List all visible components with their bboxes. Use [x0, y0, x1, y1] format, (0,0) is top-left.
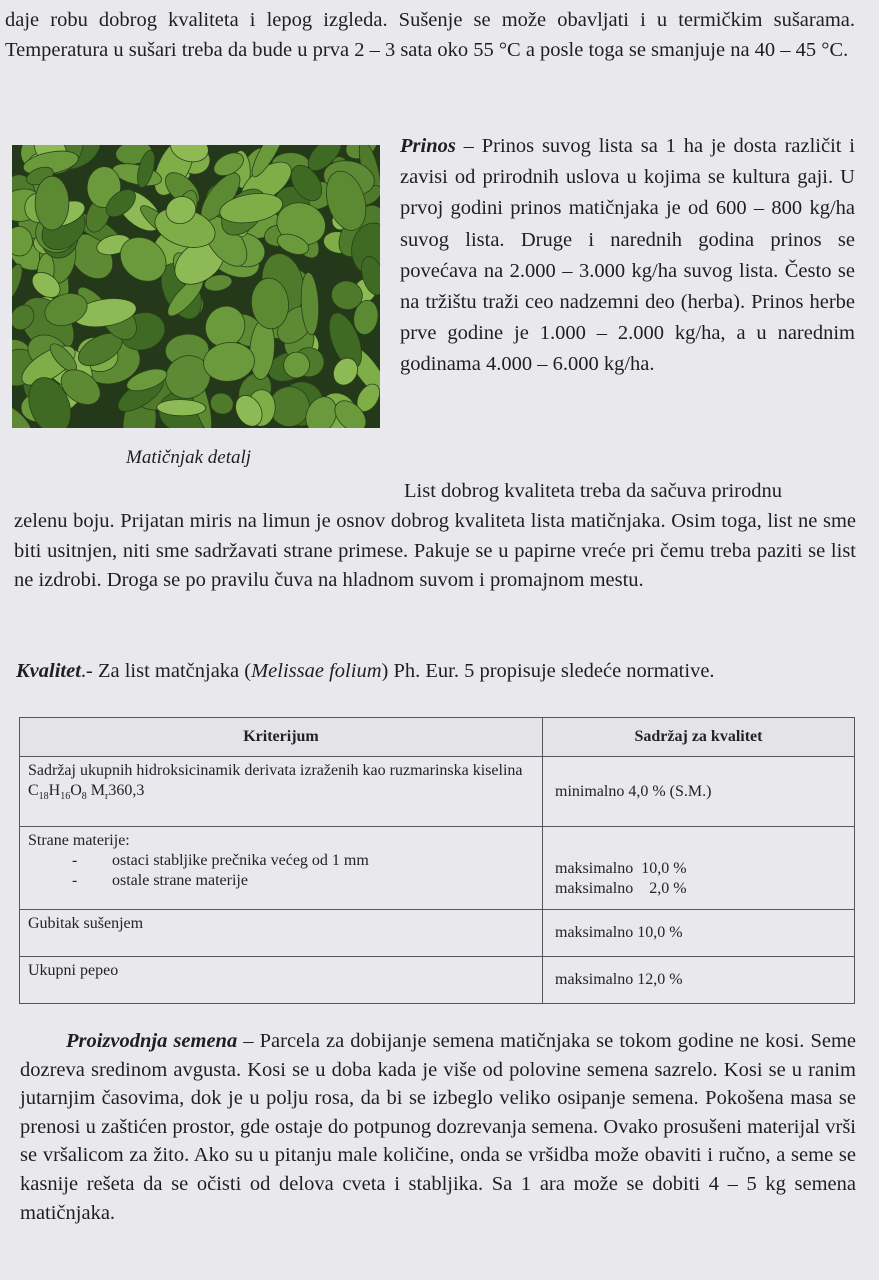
criterion-cell [20, 757, 543, 827]
value-text: maksimalno 10,0 % [555, 860, 687, 877]
yield-paragraph [400, 131, 855, 381]
lemon-balm-photo [12, 145, 380, 428]
criterion-cell [20, 827, 543, 910]
formula-part: O [70, 782, 82, 799]
leaf-quality-first-line: List dobrog kvaliteta treba da sačuva prirodnu [404, 480, 782, 502]
quality-text-after: ) Ph. Eur. 5 propisuje sledeće normative. [381, 660, 715, 682]
seed-production-heading: Proizvodnja semena [66, 1030, 238, 1052]
formula-part: M [86, 782, 106, 799]
yield-heading: Prinos [400, 135, 456, 157]
subscript: 16 [60, 791, 71, 803]
criterion-cell: Ukupni pepeo [20, 957, 543, 1004]
value-cell: maksimalno 12,0 % [543, 957, 855, 1004]
sub-item [28, 871, 534, 891]
sub-item [28, 851, 534, 871]
table-row [20, 827, 855, 910]
table-header-row [20, 718, 855, 757]
table-row [20, 957, 855, 1004]
intro-paragraph: daje robu dobrog kvaliteta i lepog izgleda. Sušenje se može obavljati i u termičkim sušarama. Temperatura u sušari treba da bude u prva 2 – 3 sata oko 55 °C a posle toga se smanjuje na 40 – 45 °C. [5, 9, 855, 61]
subscript: 8 [81, 791, 87, 803]
value-cell: minimalno 4,0 % (S.M.) [543, 757, 855, 827]
header-content: Sadržaj za kvalitet [543, 718, 855, 757]
criterion-text: Strane materije: [28, 832, 130, 849]
value-cell [543, 827, 855, 910]
criterion-text: Sadržaj ukupnih hidroksicinamik derivata izraženih kao ruzmarinska kiselina C [28, 762, 523, 799]
quality-text-before: .- Za list matčnjaka ( [80, 660, 252, 682]
subscript: 18 [38, 791, 49, 803]
formula-part: 360,3 [108, 782, 145, 799]
criterion-cell: Gubitak sušenjem [20, 910, 543, 957]
quality-criteria-table [19, 717, 855, 1004]
seed-production-paragraph [20, 1027, 856, 1227]
sub-item-text: ostale strane materije [112, 872, 248, 889]
table-row [20, 757, 855, 827]
sub-item-text: ostaci stabljike prečnika većeg od 1 mm [112, 852, 369, 869]
header-criterion: Kriterijum [20, 718, 543, 757]
leaf-shape [35, 176, 69, 230]
subscript: r [105, 791, 109, 803]
photo-caption: Matičnjak detalj [126, 447, 252, 468]
quality-intro [16, 657, 856, 685]
table-row [20, 910, 855, 957]
quality-heading: Kvalitet [16, 660, 81, 682]
yield-text: – Prinos suvog lista sa 1 ha je dosta različit i zavisi od prirodnih uslova u kojima se kultura gaji. U prvoj godini prinos matičnjaka je od 600 – 800 kg/ha suvog lista. Druge i narednih godina prinos se povećava na 2.000 – 3.000 kg/ha suvog lista. Često se na tržištu traži ceo nadzemni deo (herba). Prinos herbe prve godine je 1.000 – 2.000 kg/ha, a u narednim godinama 4.000 – 6.000 kg/ha. [400, 135, 855, 376]
formula-part: H [48, 782, 61, 799]
value-cell: maksimalno 10,0 % [543, 910, 855, 957]
seed-production-text: – Parcela za dobijanje semena matičnjaka se tokom godine ne kosi. Seme dozreva sredinom avgusta. Kosi se u doba kada je više od polovine semena sazrelo. Kosi se u ranim jutarnjim časovima, dok je u polju rosa, da bi se izbeglo veliko osipanje semena. Pokošena masa se prenosi u zaštićen prostor, gde ostaje do potpunog dozrevanja semena. Ovako prosušeni materijal vrši se vršalicom za žito. Ako su u pitanju male količine, onda se vršidba može obaviti i ručno, a seme se kasnije rešeta da se očisti od delova cveta i stabljika. Sa 1 ara može se dobiti 4 – 5 kg semena matičnjaka. [20, 1030, 856, 1224]
latin-name: Melissae folium [251, 660, 382, 682]
leaf-quality-paragraph: zelenu boju. Prijatan miris na limun je osnov dobrog kvaliteta lista matičnjaka. Osim toga, list ne sme biti usitnjen, niti sme sadržavati strane primese. Pakuje se u papirne vreće pri čemu treba paziti se list ne izdrobi. Droga se po pravilu čuva na hladnom suvom i promajnom mestu. [14, 510, 856, 591]
value-text: maksimalno 2,0 % [555, 880, 687, 897]
leaf-foliage-image [12, 145, 380, 428]
